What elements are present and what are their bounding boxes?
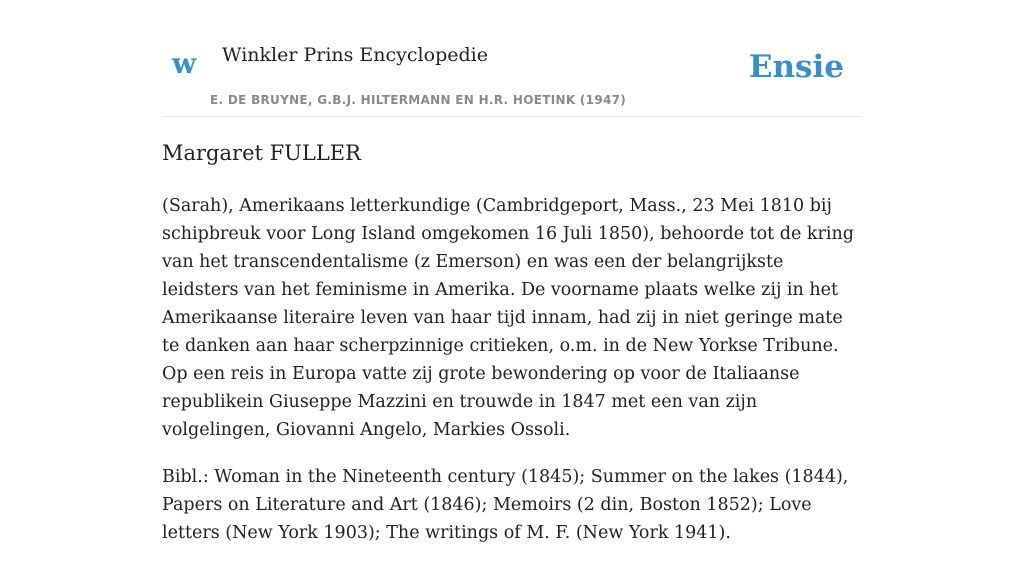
authors-line: E. DE BRUYNE, G.B.J. HILTERMANN EN H.R. HOETINK (1947) <box>210 93 627 107</box>
ensie-brand-link[interactable]: Ensie <box>748 49 844 85</box>
bibliography-paragraph: Bibl.: Woman in the Nineteenth century (1845); Summer on the lakes (1844), Papers on Literature and Art (1846); Memoirs (2 din, Boston 1852); Love letters (New York 1903); The writings of M. F. (New York 1941). <box>162 467 849 543</box>
site-title[interactable]: Winkler Prins Encyclopedie <box>222 44 488 66</box>
article-title: Margaret FULLER <box>162 141 361 165</box>
winkler-prins-logo[interactable]: w <box>172 47 197 80</box>
site-header <box>162 0 862 117</box>
article-body <box>162 192 862 566</box>
article-paragraph: (Sarah), Amerikaans letterkundige (Cambridgeport, Mass., 23 Mei 1810 bij schipbreuk voor Long Island omgekomen 16 Juli 1850), behoorde tot de kring van het transcendentalisme (z Emerson) en was een der belangrijkste leidsters van het feminisme in Amerika. De voorname plaats welke zij in het Amerikaanse literaire leven van haar tijd innam, had zij in niet geringe mate te danken aan haar scherpzinnige critieken, o.m. in de New Yorkse Tribune. Op een reis in Europa vatte zij grote bewondering op voor de Italiaanse republikein Giuseppe Mazzini en trouwde in 1847 met een van zijn volgelingen, Giovanni Angelo, Markies Ossoli. <box>162 196 854 440</box>
